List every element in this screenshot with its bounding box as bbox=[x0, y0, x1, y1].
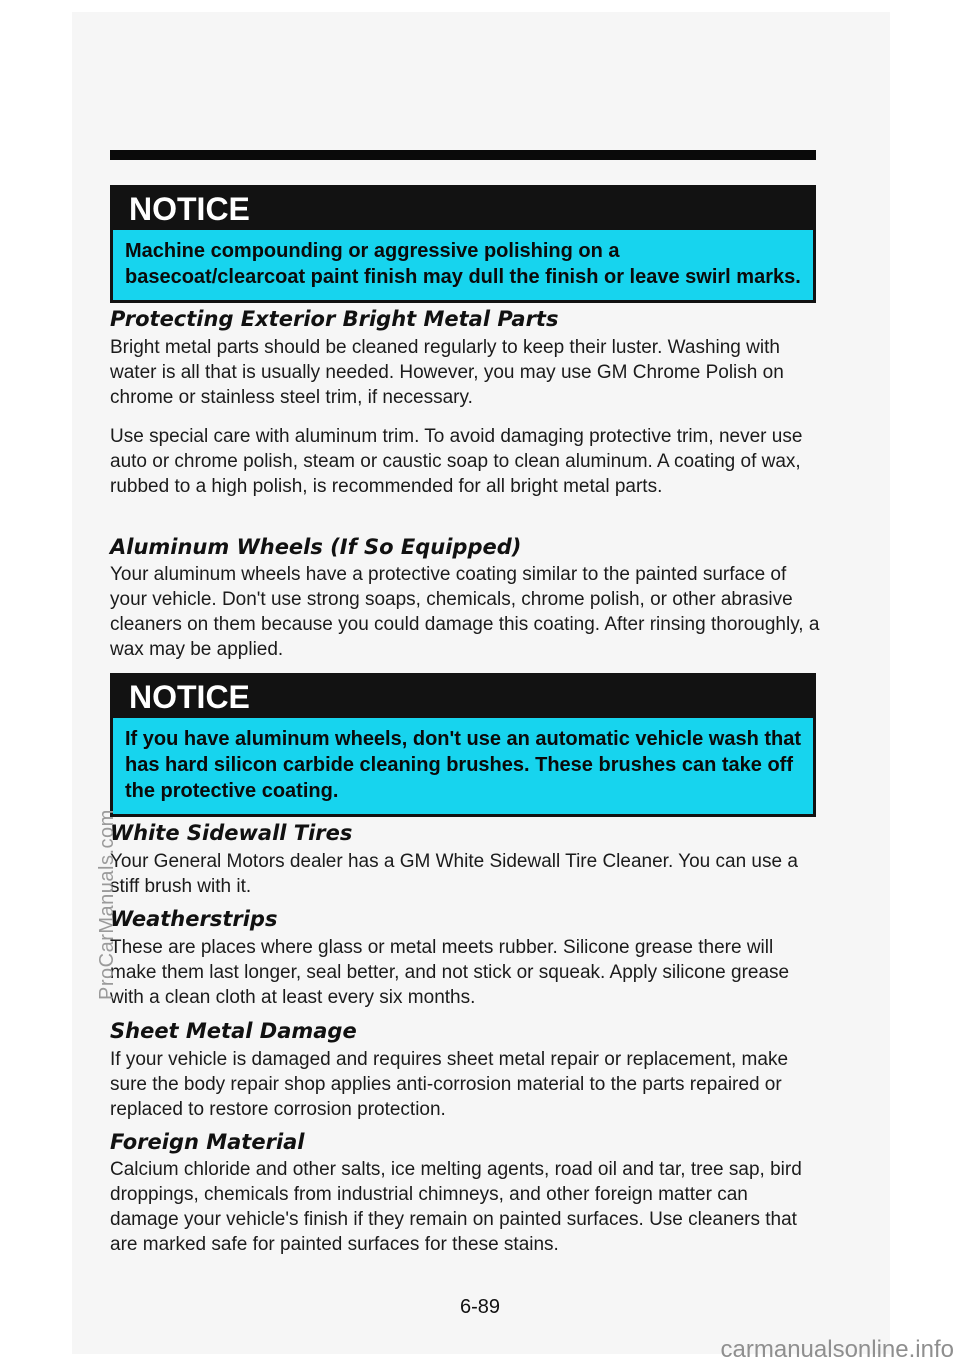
heading-weatherstrips: Weatherstrips bbox=[110, 907, 278, 931]
notice-box-polishing bbox=[110, 185, 816, 303]
paragraph-white-sidewall: Your General Motors dealer has a GM White Sidewall Tire Cleaner. You can use a stiff brush with it. bbox=[110, 851, 798, 897]
watermark-side: ProCarManuals.com bbox=[96, 809, 118, 1000]
paragraph-bright-metal-1: Bright metal parts should be cleaned regularly to keep their luster. Washing with water is all that is usually needed. However, you may use GM Chrome Polish on chrome or stainless steel trim, if necessary. bbox=[110, 337, 784, 408]
heading-bright-metal: Protecting Exterior Bright Metal Parts bbox=[110, 307, 559, 331]
notice-text: If you have aluminum wheels, don't use an automatic vehicle wash that has hard silicon carbide cleaning brushes. These brushes can take off the protective coating. bbox=[113, 718, 813, 814]
paragraph-weatherstrips: These are places where glass or metal meets rubber. Silicone grease there will make them last longer, seal better, and not stick or squeak. Apply silicone grease with a clean cloth at least every six months. bbox=[110, 937, 790, 1008]
notice-title: NOTICE bbox=[129, 679, 250, 715]
heading-sheet-metal: Sheet Metal Damage bbox=[110, 1019, 357, 1043]
paragraph-sheet-metal: If your vehicle is damaged and requires sheet metal repair or replacement, make sure the body repair shop applies anti-corrosion material to the parts repaired or replaced to restore corrosion protection. bbox=[110, 1049, 789, 1120]
paragraph-foreign-material: Calcium chloride and other salts, ice melting agents, road oil and tar, tree sap, bird droppings, chemicals from industrial chimneys, and other foreign matter can damage your vehicle's finish if they remain on painted surfaces. Use cleaners that are marked safe for painted surfaces for these stains. bbox=[110, 1159, 802, 1255]
notice-title: NOTICE bbox=[129, 191, 250, 227]
notice-text: Machine compounding or aggressive polishing on a basecoat/clearcoat paint finish may dull the finish or leave swirl marks. bbox=[113, 230, 813, 300]
paragraph-aluminum-wheels: Your aluminum wheels have a protective coating similar to the painted surface of your vehicle. Don't use strong soaps, chemicals, chrome polish, or other abrasive cleaners on them because you could damage this coating. After rinsing thoroughly, a wax may be applied. bbox=[110, 564, 820, 660]
watermark-bottom: carmanualsonline.info bbox=[720, 1336, 954, 1363]
page-number: 6-89 bbox=[459, 1296, 501, 1318]
heading-foreign-material: Foreign Material bbox=[110, 1130, 305, 1154]
top-rule bbox=[110, 150, 816, 160]
heading-aluminum-wheels: Aluminum Wheels (If So Equipped) bbox=[110, 535, 522, 559]
notice-box-car-wash bbox=[110, 673, 816, 817]
paragraph-bright-metal-2: Use special care with aluminum trim. To avoid damaging protective trim, never use auto or chrome polish, steam or caustic soap to clean aluminum. A coating of wax, rubbed to a high polish, is recommended for all bright metal parts. bbox=[110, 426, 803, 497]
heading-white-sidewall: White Sidewall Tires bbox=[110, 821, 353, 845]
